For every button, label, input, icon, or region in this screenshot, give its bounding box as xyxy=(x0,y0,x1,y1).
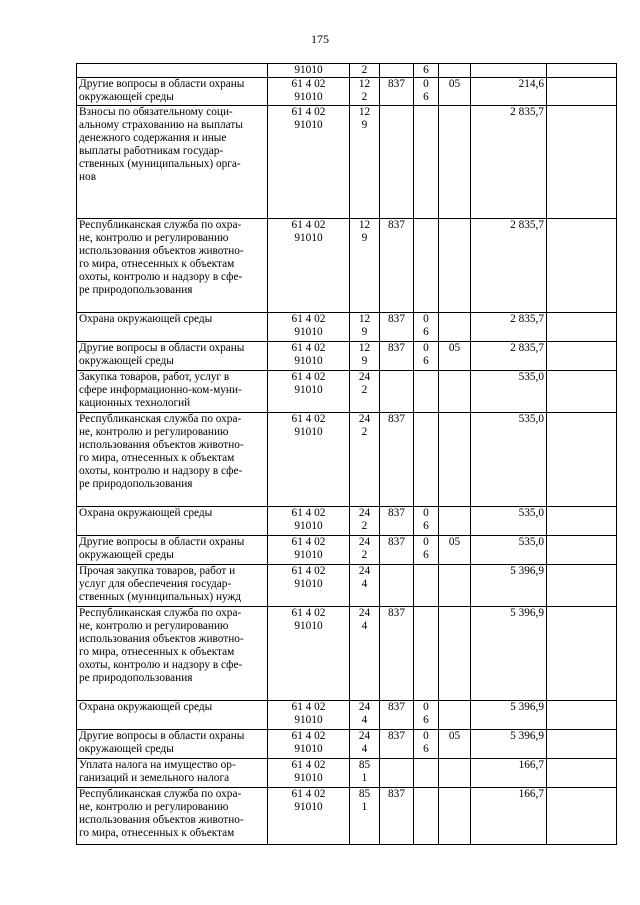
cell-amount: 535,0 xyxy=(471,507,547,536)
table-row xyxy=(77,78,617,106)
cell-name: Другие вопросы в области охраны окружающей среды xyxy=(77,342,268,371)
table-row xyxy=(77,607,617,701)
cell-subsection xyxy=(439,106,471,219)
cell-amount: 166,7 xyxy=(471,759,547,788)
cell-section xyxy=(414,413,439,507)
cell-subsection xyxy=(439,413,471,507)
cell-extra xyxy=(547,106,617,219)
cell-admin-code: 837 xyxy=(380,701,414,730)
table-row xyxy=(77,507,617,536)
page-number: 175 xyxy=(311,32,329,46)
cell-target-code: 61 4 02 91010 xyxy=(268,788,350,845)
table-row xyxy=(77,219,617,313)
cell-name: Республиканская служба по охра- не, контролю и регулированию использования объектов животно- го мира, отнесенных к объектам охоты, контролю и надзору в сфе- ре природопользования xyxy=(77,607,268,701)
cell-admin-code: 837 xyxy=(380,313,414,342)
table-row xyxy=(77,759,617,788)
cell-target-code: 61 4 02 91010 xyxy=(268,219,350,313)
cell-admin-code xyxy=(380,371,414,413)
cell-expense-type: 24 4 xyxy=(350,607,380,701)
table-row xyxy=(77,730,617,759)
cell-name xyxy=(77,64,268,78)
cell-target-code: 61 4 02 91010 xyxy=(268,106,350,219)
cell-amount: 5 396,9 xyxy=(471,730,547,759)
cell-amount: 214,6 xyxy=(471,78,547,106)
cell-admin-code: 837 xyxy=(380,413,414,507)
cell-expense-type: 24 4 xyxy=(350,701,380,730)
cell-amount: 2 835,7 xyxy=(471,313,547,342)
cell-section xyxy=(414,565,439,607)
cell-name: Другие вопросы в области охраны окружающей среды xyxy=(77,78,268,106)
cell-expense-type: 24 2 xyxy=(350,507,380,536)
table-row xyxy=(77,536,617,565)
cell-subsection: 05 xyxy=(439,730,471,759)
cell-name: Закупка товаров, работ, услуг в сфере информационно-ком-муни- кационных технологий xyxy=(77,371,268,413)
cell-subsection xyxy=(439,788,471,845)
cell-expense-type: 24 4 xyxy=(350,565,380,607)
cell-amount: 2 835,7 xyxy=(471,219,547,313)
cell-name: Другие вопросы в области охраны окружающей среды xyxy=(77,536,268,565)
cell-section xyxy=(414,788,439,845)
cell-amount: 535,0 xyxy=(471,536,547,565)
cell-name: Другие вопросы в области охраны окружающей среды xyxy=(77,730,268,759)
cell-target-code: 91010 xyxy=(268,64,350,78)
cell-extra xyxy=(547,313,617,342)
cell-extra xyxy=(547,607,617,701)
cell-name: Республиканская служба по охра- не, контролю и регулированию использования объектов животно- го мира, отнесенных к объектам охоты, контролю и надзору в сфе- ре природопользования xyxy=(77,413,268,507)
cell-admin-code xyxy=(380,106,414,219)
cell-subsection: 05 xyxy=(439,342,471,371)
cell-expense-type: 12 9 xyxy=(350,342,380,371)
cell-expense-type: 24 2 xyxy=(350,371,380,413)
cell-amount: 5 396,9 xyxy=(471,565,547,607)
cell-amount: 166,7 xyxy=(471,788,547,845)
cell-name: Взносы по обязательному соци- альному страхованию на выплаты денежного содержания и иные выплаты работникам государ- ственных (муниципальных) орга- нов xyxy=(77,106,268,219)
cell-section xyxy=(414,759,439,788)
cell-expense-type: 2 xyxy=(350,64,380,78)
cell-amount: 535,0 xyxy=(471,371,547,413)
cell-expense-type: 24 2 xyxy=(350,413,380,507)
cell-target-code: 61 4 02 91010 xyxy=(268,536,350,565)
cell-admin-code: 837 xyxy=(380,730,414,759)
cell-section: 0 6 xyxy=(414,701,439,730)
cell-target-code: 61 4 02 91010 xyxy=(268,730,350,759)
cell-expense-type: 85 1 xyxy=(350,788,380,845)
cell-target-code: 61 4 02 91010 xyxy=(268,78,350,106)
cell-admin-code: 837 xyxy=(380,788,414,845)
cell-admin-code xyxy=(380,64,414,78)
cell-expense-type: 85 1 xyxy=(350,759,380,788)
table-row xyxy=(77,313,617,342)
cell-target-code: 61 4 02 91010 xyxy=(268,413,350,507)
cell-name: Республиканская служба по охра- не, контролю и регулированию использования объектов животно- го мира, отнесенных к объектам xyxy=(77,788,268,845)
cell-target-code: 61 4 02 91010 xyxy=(268,507,350,536)
cell-target-code: 61 4 02 91010 xyxy=(268,342,350,371)
cell-extra xyxy=(547,565,617,607)
table-row xyxy=(77,413,617,507)
cell-amount: 5 396,9 xyxy=(471,701,547,730)
cell-amount: 2 835,7 xyxy=(471,342,547,371)
cell-extra xyxy=(547,759,617,788)
cell-section xyxy=(414,106,439,219)
table-row xyxy=(77,565,617,607)
cell-section xyxy=(414,219,439,313)
cell-section: 0 6 xyxy=(414,730,439,759)
cell-subsection: 05 xyxy=(439,78,471,106)
table-row xyxy=(77,788,617,845)
cell-section: 0 6 xyxy=(414,313,439,342)
cell-extra xyxy=(547,371,617,413)
table-row xyxy=(77,106,617,219)
cell-admin-code: 837 xyxy=(380,219,414,313)
cell-target-code: 61 4 02 91010 xyxy=(268,565,350,607)
cell-subsection xyxy=(439,64,471,78)
budget-table xyxy=(76,63,617,845)
cell-extra xyxy=(547,536,617,565)
cell-amount: 2 835,7 xyxy=(471,106,547,219)
cell-subsection xyxy=(439,701,471,730)
cell-subsection xyxy=(439,759,471,788)
cell-section: 6 xyxy=(414,64,439,78)
cell-subsection: 05 xyxy=(439,536,471,565)
cell-admin-code: 837 xyxy=(380,607,414,701)
cell-subsection xyxy=(439,371,471,413)
cell-extra xyxy=(547,219,617,313)
cell-name: Республиканская служба по охра- не, контролю и регулированию использования объектов животно- го мира, отнесенных к объектам охоты, контролю и надзору в сфе- ре природопользования xyxy=(77,219,268,313)
cell-extra xyxy=(547,413,617,507)
cell-section: 0 6 xyxy=(414,507,439,536)
cell-admin-code xyxy=(380,565,414,607)
cell-section: 0 6 xyxy=(414,78,439,106)
cell-expense-type: 12 9 xyxy=(350,219,380,313)
cell-name: Уплата налога на имущество ор- ганизаций и земельного налога xyxy=(77,759,268,788)
cell-expense-type: 12 2 xyxy=(350,78,380,106)
cell-expense-type: 24 2 xyxy=(350,536,380,565)
cell-subsection xyxy=(439,565,471,607)
table-row xyxy=(77,342,617,371)
cell-amount: 5 396,9 xyxy=(471,607,547,701)
cell-admin-code: 837 xyxy=(380,342,414,371)
cell-admin-code: 837 xyxy=(380,536,414,565)
table-row xyxy=(77,701,617,730)
cell-target-code: 61 4 02 91010 xyxy=(268,607,350,701)
cell-extra xyxy=(547,78,617,106)
cell-name: Охрана окружающей среды xyxy=(77,701,268,730)
table-row xyxy=(77,64,617,78)
cell-expense-type: 24 4 xyxy=(350,730,380,759)
cell-expense-type: 12 9 xyxy=(350,313,380,342)
cell-extra xyxy=(547,64,617,78)
cell-extra xyxy=(547,342,617,371)
cell-subsection xyxy=(439,607,471,701)
cell-name: Прочая закупка товаров, работ и услуг для обеспечения государ- ственных (муниципальных) нужд xyxy=(77,565,268,607)
cell-amount: 535,0 xyxy=(471,413,547,507)
cell-amount xyxy=(471,64,547,78)
cell-name: Охрана окружающей среды xyxy=(77,507,268,536)
cell-admin-code: 837 xyxy=(380,78,414,106)
cell-subsection xyxy=(439,219,471,313)
table-row xyxy=(77,371,617,413)
cell-subsection xyxy=(439,507,471,536)
cell-extra xyxy=(547,788,617,845)
cell-target-code: 61 4 02 91010 xyxy=(268,759,350,788)
cell-extra xyxy=(547,507,617,536)
cell-extra xyxy=(547,730,617,759)
cell-section xyxy=(414,371,439,413)
cell-extra xyxy=(547,701,617,730)
cell-section: 0 6 xyxy=(414,342,439,371)
cell-target-code: 61 4 02 91010 xyxy=(268,313,350,342)
cell-target-code: 61 4 02 91010 xyxy=(268,701,350,730)
cell-admin-code xyxy=(380,759,414,788)
cell-target-code: 61 4 02 91010 xyxy=(268,371,350,413)
cell-subsection xyxy=(439,313,471,342)
cell-expense-type: 12 9 xyxy=(350,106,380,219)
cell-section xyxy=(414,607,439,701)
cell-name: Охрана окружающей среды xyxy=(77,313,268,342)
cell-admin-code: 837 xyxy=(380,507,414,536)
cell-section: 0 6 xyxy=(414,536,439,565)
